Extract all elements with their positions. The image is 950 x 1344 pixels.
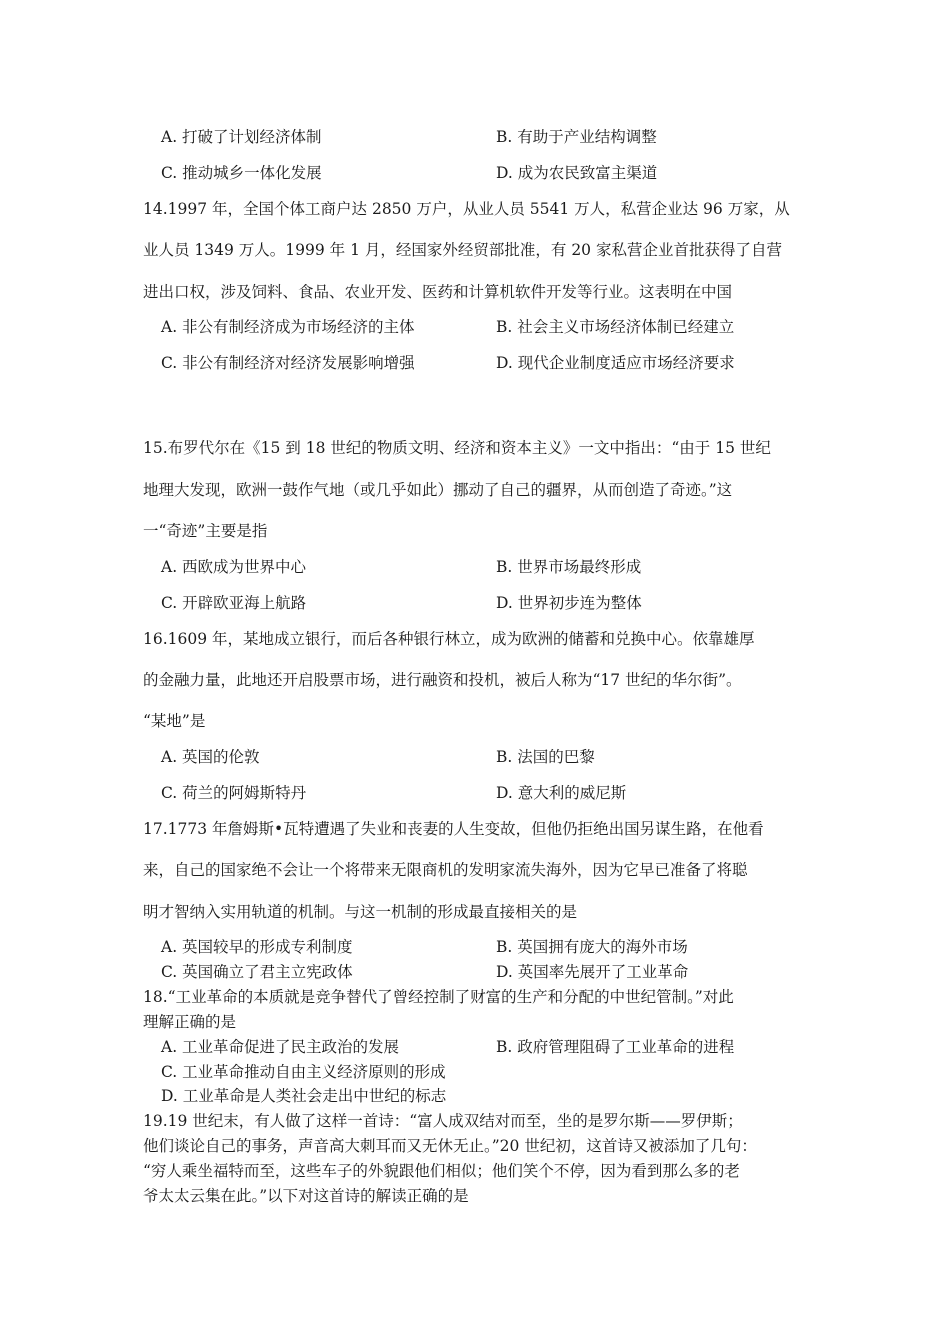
q15-option-c: C. 开辟欧亚海上航路 bbox=[161, 594, 307, 612]
q14-option-b: B. 社会主义市场经济体制已经建立 bbox=[496, 318, 735, 336]
q14-option-a: A. 非公有制经济成为市场经济的主体 bbox=[161, 318, 415, 336]
q17-option-c: C. 英国确立了君主立宪政体 bbox=[161, 963, 353, 981]
q15-option-d: D. 世界初步连为整体 bbox=[496, 594, 642, 612]
q15-stem-line-3: 一“奇迹”主要是指 bbox=[143, 522, 268, 540]
q15-option-a: A. 西欧成为世界中心 bbox=[161, 558, 307, 576]
q15-stem-line-2: 地理大发现，欧洲一鼓作气地（或几乎如此）挪动了自己的疆界，从而创造了奇迹。”这 bbox=[143, 481, 733, 499]
q17-option-d: D. 英国率先展开了工业革命 bbox=[496, 963, 689, 981]
q13-option-d: D. 成为农民致富主渠道 bbox=[496, 164, 658, 182]
q17-stem-line-3: 明才智纳入实用轨道的机制。与这一机制的形成最直接相关的是 bbox=[143, 903, 578, 921]
q19-stem-line-4: 爷太太云集在此。”以下对这首诗的解读正确的是 bbox=[143, 1187, 469, 1205]
q16-option-b: B. 法国的巴黎 bbox=[496, 748, 595, 766]
q16-stem-line-2: 的金融力量，此地还开启股票市场，进行融资和投机，被后人称为“17 世纪的华尔街”。 bbox=[143, 671, 742, 689]
q17-stem-line-1: 17.1773 年詹姆斯•瓦特遭遇了失业和丧妻的人生变故，但他仍拒绝出国另谋生路，在他看 bbox=[143, 820, 764, 838]
q17-stem-line-2: 来，自己的国家绝不会让一个将带来无限商机的发明家流失海外，因为它早已准备了将聪 bbox=[143, 861, 748, 879]
q16-stem-line-3: “某地”是 bbox=[143, 712, 206, 730]
q18-option-c: C. 工业革命推动自由主义经济原则的形成 bbox=[161, 1063, 446, 1081]
q18-stem-line-2: 理解正确的是 bbox=[143, 1013, 237, 1031]
q13-option-c: C. 推动城乡一体化发展 bbox=[161, 164, 322, 182]
q14-option-c: C. 非公有制经济对经济发展影响增强 bbox=[161, 354, 415, 372]
q16-option-c: C. 荷兰的阿姆斯特丹 bbox=[161, 784, 307, 802]
q17-option-a: A. 英国较早的形成专利制度 bbox=[161, 938, 353, 956]
q13-option-b: B. 有助于产业结构调整 bbox=[496, 128, 657, 146]
q15-option-b: B. 世界市场最终形成 bbox=[496, 558, 642, 576]
q19-stem-line-1: 19.19 世纪末，有人做了这样一首诗：“富人成双结对而至，坐的是罗尔斯——罗伊斯； bbox=[143, 1112, 743, 1130]
q17-option-b: B. 英国拥有庞大的海外市场 bbox=[496, 938, 688, 956]
q16-stem-line-1: 16.1609 年，某地成立银行，而后各种银行林立，成为欧洲的储蓄和兑换中心。依靠雄厚 bbox=[143, 630, 755, 648]
q18-option-d: D. 工业革命是人类社会走出中世纪的标志 bbox=[161, 1087, 447, 1105]
q19-stem-line-3: “穷人乘坐福特而至，这些车子的外貌跟他们相似；他们笑个不停，因为看到那么多的老 bbox=[143, 1162, 740, 1180]
q16-option-d: D. 意大利的威尼斯 bbox=[496, 784, 627, 802]
q14-stem-line-1: 14.1997 年，全国个体工商户达 2850 万户，从业人员 5541 万人，私营企业达 96 万家，从 bbox=[143, 200, 790, 218]
q19-stem-line-2: 他们谈论自己的事务，声音高大刺耳而又无休无止。”20 世纪初，这首诗又被添加了几句： bbox=[143, 1137, 757, 1155]
q18-stem-line-1: 18.“工业革命的本质就是竞争替代了曾经控制了财富的生产和分配的中世纪管制。”对此 bbox=[143, 988, 734, 1006]
q13-option-a: A. 打破了计划经济体制 bbox=[161, 128, 322, 146]
q16-option-a: A. 英国的伦敦 bbox=[161, 748, 260, 766]
q15-stem-line-1: 15.布罗代尔在《15 到 18 世纪的物质文明、经济和资本主义》一文中指出：“由于 15 世纪 bbox=[143, 439, 771, 457]
q18-option-b: B. 政府管理阻碍了工业革命的进程 bbox=[496, 1038, 735, 1056]
q18-option-a: A. 工业革命促进了民主政治的发展 bbox=[161, 1038, 400, 1056]
q14-stem-line-2: 业人员 1349 万人。1999 年 1 月，经国家外经贸部批准，有 20 家私营企业首批获得了自营 bbox=[143, 241, 782, 259]
q14-stem-line-3: 进出口权，涉及饲料、食品、农业开发、医药和计算机软件开发等行业。这表明在中国 bbox=[143, 283, 733, 301]
q14-option-d: D. 现代企业制度适应市场经济要求 bbox=[496, 354, 735, 372]
